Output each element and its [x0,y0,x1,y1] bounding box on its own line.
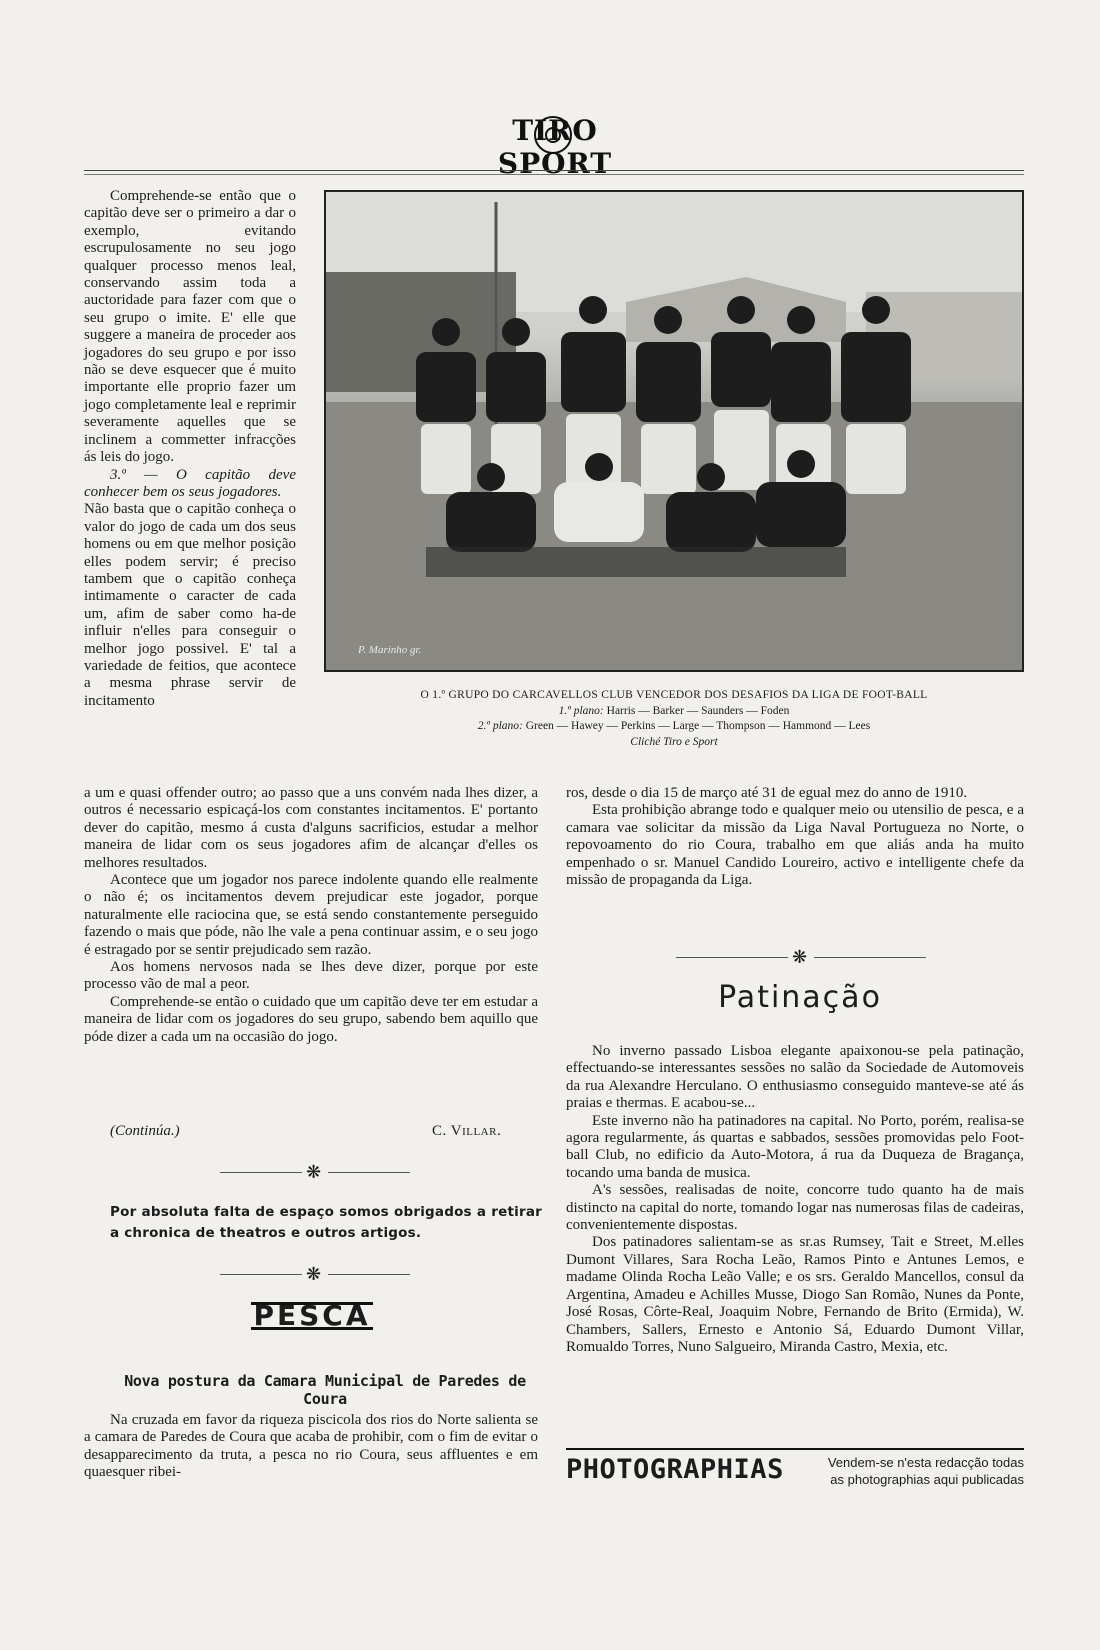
pesca-title [222,1299,402,1332]
section-divider [220,1264,410,1285]
pesca-title-text: PESCA [253,1299,371,1332]
team-photo [324,190,1024,672]
article-paragraph: Aos homens nervosos nada se lhes deve dizer, porque por este processo vão de mal a peor. [84,959,538,993]
patinacao-paragraph: No inverno passado Lisboa elegante apaixonou-se pela patinação, effectuando-se interessantes sessões no salão da Sociedade de Automoveis da rua Alexandre Herculano. O enthusiasmo conseguido manteve-se até ás praias e thermas. E acabou-se... [566,1043,1024,1112]
photographias-title: PHOTOGRAPHIAS [566,1454,784,1485]
patinacao-paragraph: Este inverno não ha patinadores na capital. No Porto, porém, realisa-se agora regularmente, ás quartas e sabbados, sessões promovidas pelo Foot-ball Club, no edificio da Auto-Motora, á rua da Duqueza de Bragança, tocando uma banda de musica. [566,1112,1024,1181]
intro-column [84,188,296,710]
patinacao-paragraph: Dos patinadores salientam-se as sr.as Rumsey, Tait e Street, M.elles Dumont Villares, Sara Rocha Leão, Ramos Pinto e Antunes Lemos, e madame Olinda Rocha Leão Valle; e os srs. Geraldo Mancellos, consul da Argentina, Amadeu e Achilles Musse, Diogo San Romão, Nunes da Ponte, José Rosas, Côrte-Real, Joaquim Nobre, Fernando de Brito (Ermida), W. Chambers, Sallers, Ernesto e Antonio Sá, Eduardo Dumont Villar, Romualdo Torres, Nuno Salgueiro, Miranda Castro, Mexia, etc. [566,1234,1024,1355]
article-paragraph: Esta prohibição abrange todo e qualquer meio ou utensilio de pesca, e a camara vae solicitar da missão da Liga Naval Portugueza no Norte, o repovoamento do rio Coura, trabalho em que aliás anda ha muito empenhado o sr. Manuel Candido Loureiro, activo e intelligente chefe da missão de propaganda da Liga. [566,802,1024,889]
asterism-icon: ❋ [306,1162,322,1183]
patinacao-paragraph: A's sessões, realisadas de noite, concorre tudo quanto ha de mais distincto na capital do norte, tomando logar nas numerosas filas de cadeiras, convenientemente dispostas. [566,1182,1024,1234]
ad-line: Vendem-se n'esta redacção todas [827,1455,1024,1470]
patinacao-body [566,1043,1024,1356]
intro-paragraph: Comprehende-se então que o capitão deve ser o primeiro a dar o exemplo, evitando escrupulosamente no seu jogo qualquer processo menos leal, conservando assim toda a auctoridade para fazer com que o seu grupo o imite. E' elle que suggere a maneira de proceder aos jogadores do seu grupo e por isso não se deve esquecer que é muito importante elle proprio fazer um jogo completamente leal e reprimir severamente aquelles que se inclinem a commetter infracções ás leis do jogo. [84,188,296,466]
article-signature [110,1123,510,1140]
article-paragraph: Acontece que um jogador nos parece indolente quando elle realmente o não é; os incitamentos devem prejudicar este jogador, porque naturalmente elle raciocina que, se está sendo constantemente perseguido fazendo o mais que póde, não lhe vale a pena continuar assim, e o seu jogo é estragado por se sentir prejudicado sem razão. [84,872,538,958]
article-paragraph: a um e quasi offender outro; ao passo que a uns convém nada lhes dizer, a outros é necessario espicaçá-los com constantes incitamentos. E' portanto dever do capitão, mesmo á custa d'alguns sacrificios, estudar a melhor maneira de lidar com os seus jogadores afim de alcançar d'elles os melhores resultados. [84,785,538,871]
article-paragraph: ros, desde o dia 15 de março até 31 de egual mez do anno de 1910. [566,785,968,801]
caption-label: 2.º plano: [477,720,523,732]
photo-caption [324,688,1024,750]
masthead-title: TIRO SPORT [497,114,613,180]
asterism-icon: ❋ [306,1264,322,1285]
caption-line-front [324,704,1024,720]
continua-label: (Continúa.) [110,1123,180,1139]
intro-heading-text: 3.º — O capitão deve conhecer bem os seus jogadores. [84,466,296,500]
caption-credit-text: Cliché Tiro e Sport [630,735,718,748]
ad-line: as photographias aqui publicadas [830,1472,1024,1487]
intro-paragraph: Não basta que o capitão conheça o valor do jogo de cada um dos seus homens ou em que melhor posição elles podem servir; é preciso tambem que o capitão conheça intimamente o caracter de cada um, afim de saber como ha-de influir n'elles para conseguir o melhor jogo possivel. E' tal a variedade de feitios, que acontece a mesma phrase servir de incitamento [84,501,296,709]
caption-credit [324,735,1024,751]
header-rule [84,170,1024,171]
masthead-logo [460,108,650,180]
caption-names: Harris — Barker — Saunders — Foden [606,704,790,717]
section-divider [676,947,926,968]
caption-label: 1.º plano: [558,704,604,717]
pesca-paragraph: Na cruzada em favor da riqueza piscicola dos rios do Norte salienta se a camara de Paredes de Coura que acaba de prohibir, com o fim de evitar o desapparecimento da truta, a pesca no rio Coura, seus affluentes e em quaesquer ribei- [84,1412,538,1481]
author-name: C. Villar. [432,1123,502,1139]
pesca-body [84,1412,538,1482]
caption-names: Green — Hawey — Perkins — Large — Thompson — Hammond — Lees [525,720,871,732]
pesca-subtitle: Nova postura da Camara Municipal de Paredes de Coura [124,1372,526,1408]
asterism-icon: ❋ [792,947,808,968]
right-column [566,785,1024,889]
left-column [84,785,538,1046]
caption-line-back [324,719,1024,735]
patinacao-title: Patinação [718,980,882,1015]
intro-heading [84,467,296,502]
team-photo-image [326,192,1024,672]
photo-credit: P. Marinho gr. [358,644,422,656]
photographias-text [800,1454,1024,1488]
section-divider [220,1162,410,1183]
notice-text: Por absoluta falta de espaço somos obrigados a retirar a chronica de theatros e outros artigos. [110,1204,542,1241]
header-rule-secondary [84,174,1024,175]
article-paragraph: Comprehende-se então o cuidado que um capitão deve ter em estudar a maneira de lidar com os jogadores do seu grupo, sabendo bem aquillo que póde dizer a cada um na occasião do jogo. [84,993,538,1045]
ad-rule [566,1448,1024,1450]
caption-title: O 1.º GRUPO DO CARCAVELLOS CLUB VENCEDOR DOS DESAFIOS DA LIGA DE FOOT-BALL [420,689,928,701]
